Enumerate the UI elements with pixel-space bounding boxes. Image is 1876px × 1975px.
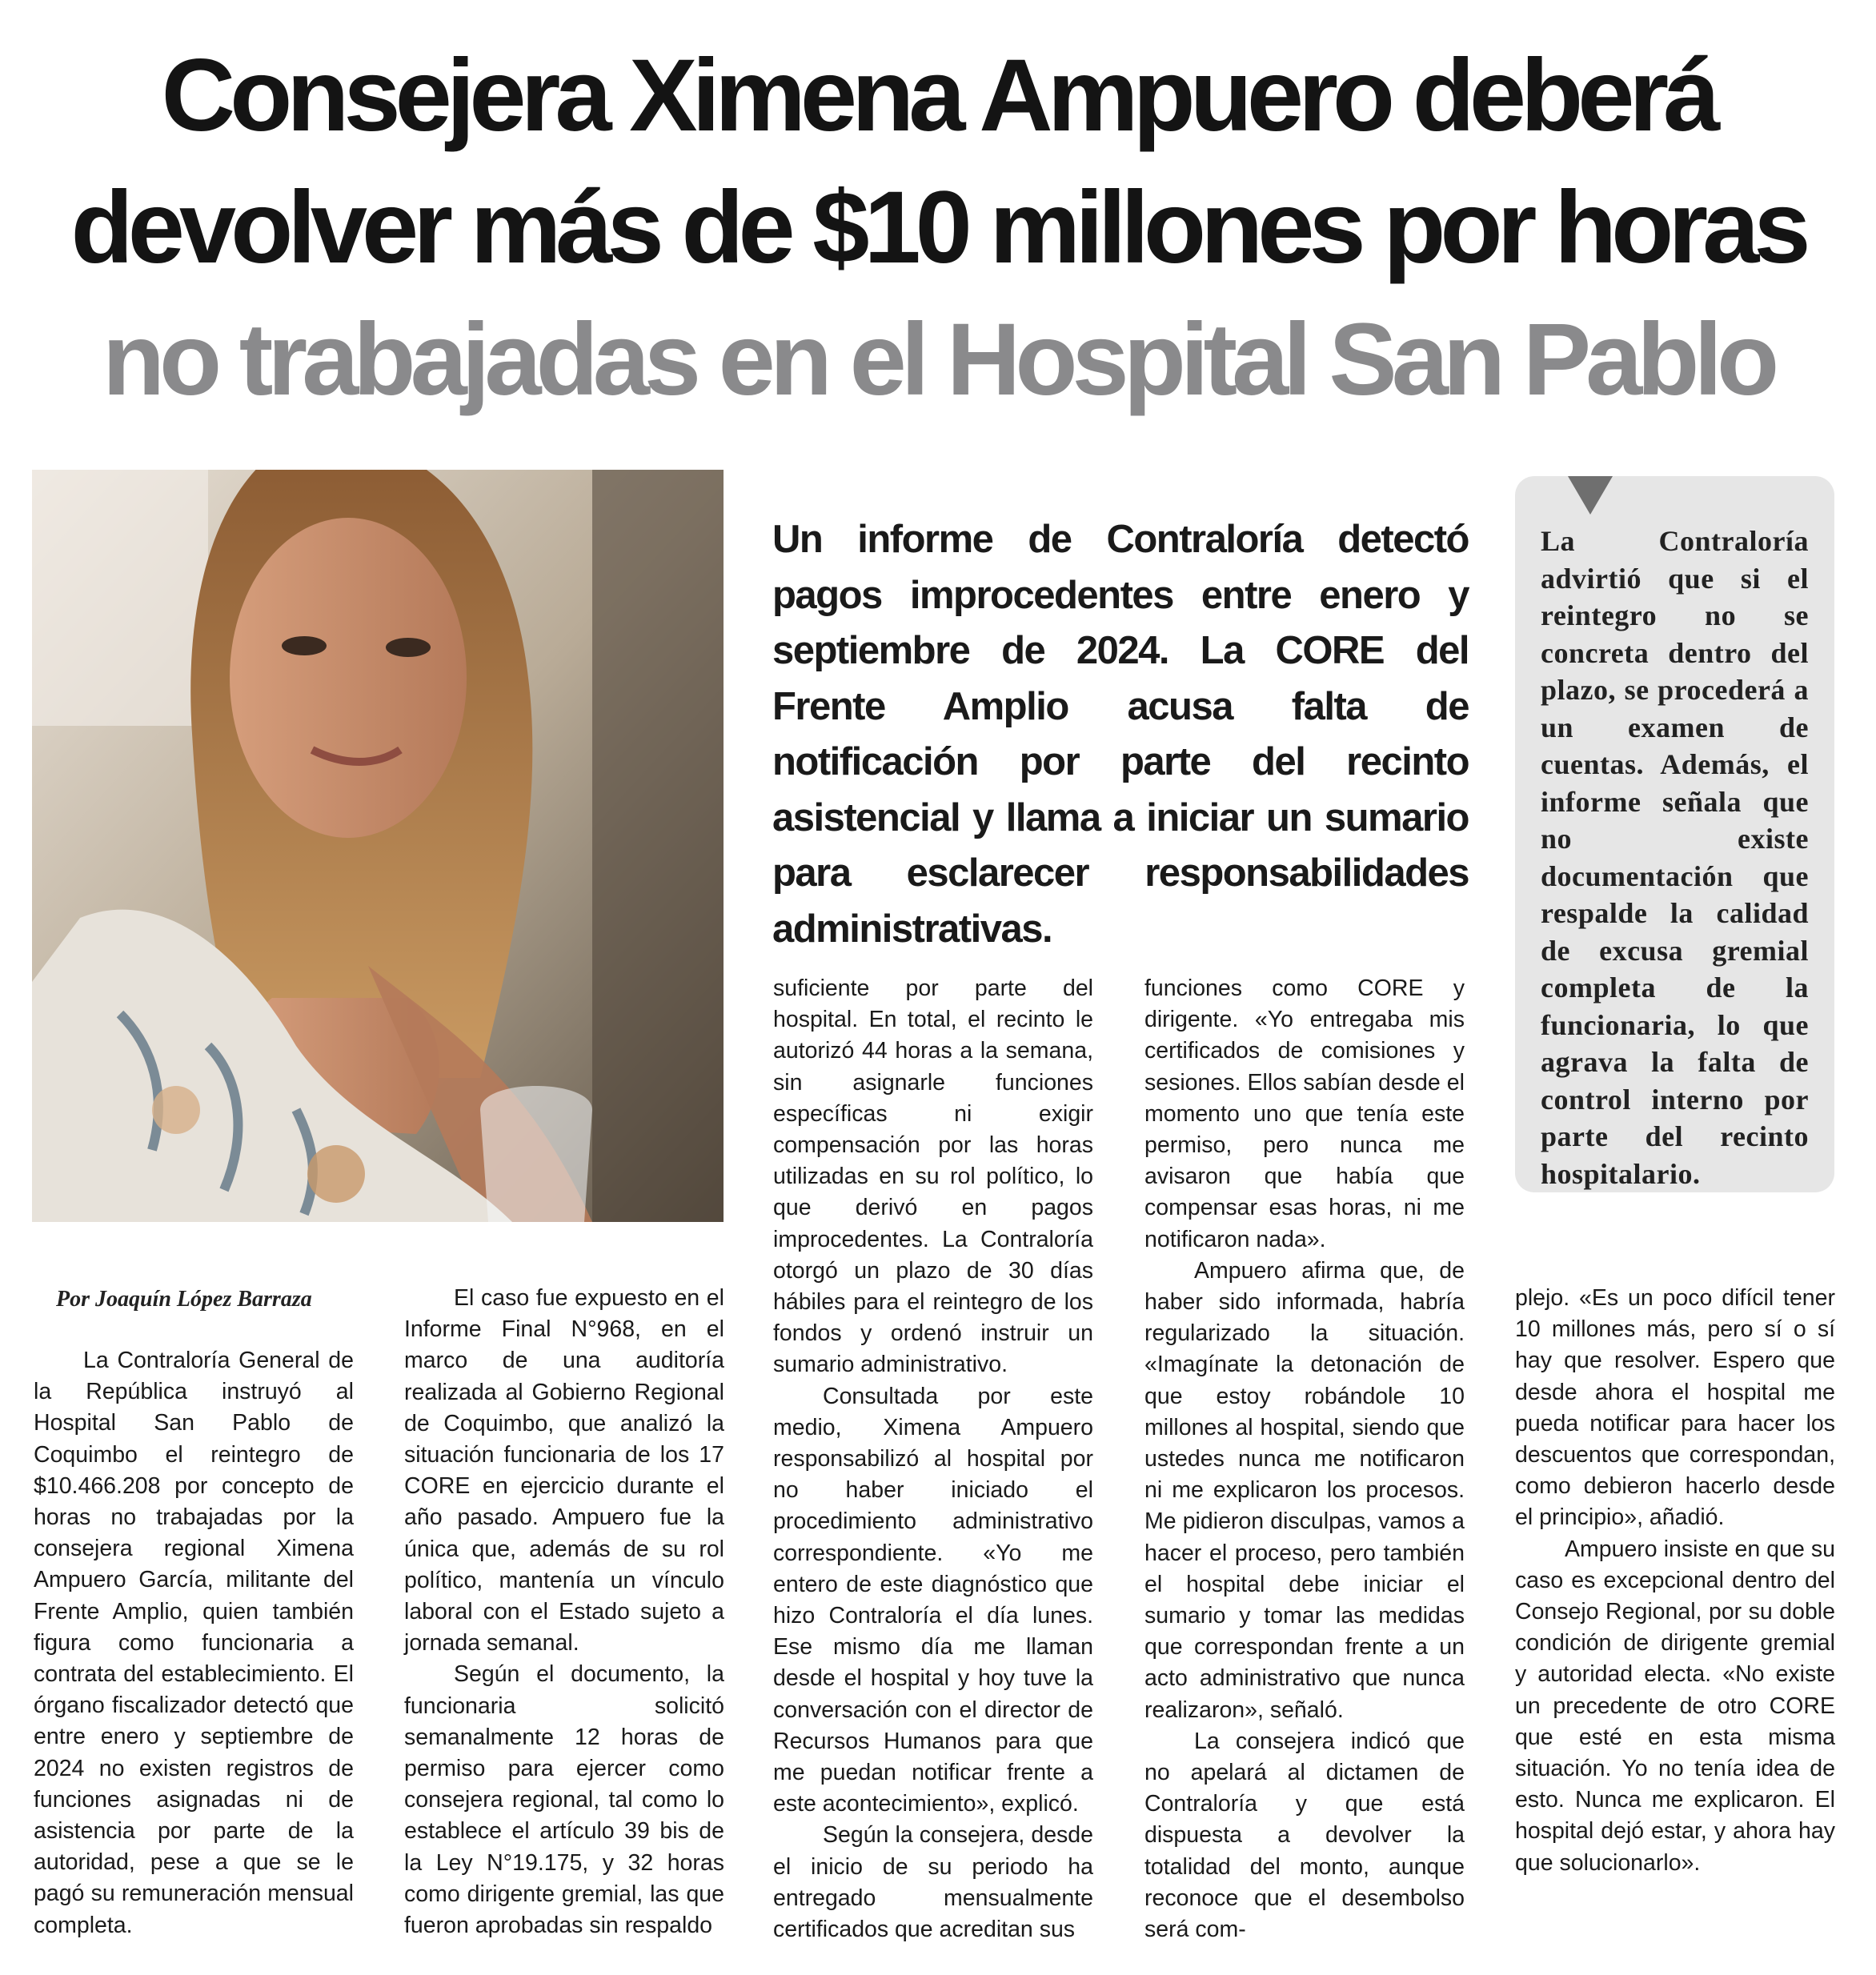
headline-line-3: no trabajadas en el Hospital San Pablo bbox=[102, 302, 1774, 417]
body-paragraph: Ampuero afirma que, de haber sido informada, habría regularizado la situación. «Imagínate la detonación de que estoy robándole 10 millones al hospital, siendo que ustedes nunca me notificaron ni me explicaron los procesos. Me pidieron disculpas, vamos a hacer el proceso, pero también el hospital debe iniciar el sumario y tomar las medidas que correspondan frente a un acto administrativo que nunca realizaron», señaló. bbox=[1144, 1257, 1465, 1723]
sidebar-text: La Contraloría advirtió que si el reintegro no se concreta dentro del plazo, se procederá a un examen de cuentas. Además, el informe señala que no existe documentación que respalde la calidad de excusa gremial completa de la funcionaria, lo que agrava la falta de control interno por parte del recinto hospitalario. bbox=[1541, 525, 1809, 1190]
body-paragraph: La Contraloría General de la República instruyó al Hospital San Pablo de Coquimbo el reintegro de $10.466.208 por concepto de horas no trabajadas por la consejera regional Ximena Ampuero García, militante del Frente Amplio, quien también figura como funcionaria a contrata del establecimiento. El órgano fiscalizador detectó que entre enero y septiembre de 2024 no existen registros de funciones asignadas ni de asistencia por parte de la autoridad, pese a que se le pagó su remuneración mensual completa. bbox=[34, 1348, 354, 1938]
headline-line-2: devolver más de $10 millones por horas bbox=[70, 170, 1806, 285]
sidebar-callout bbox=[1515, 476, 1834, 1192]
body-paragraph: Ampuero insiste en que su caso es excepcional dentro del Consejo Regional, por su doble condición de dirigente gremial y autoridad electa. «No existe un precedente de otro CORE que esté en esta misma situación. Yo no tenía idea de esto. Nunca me explicaron. El hospital dejó estar, y ahora hay que solucionarlo». bbox=[1515, 1536, 1835, 1876]
body-column-2 bbox=[404, 1283, 724, 1941]
body-column-1 bbox=[34, 1345, 354, 1941]
body-column-3 bbox=[773, 973, 1093, 1945]
body-paragraph: La consejera indicó que no apelará al dictamen de Contraloría y que está dispuesta a devolver la totalidad del monto, aunque reconoce que el desembolso será com- bbox=[1144, 1728, 1465, 1943]
body-paragraph: Según el documento, la funcionaria solicitó semanalmente 12 horas de permiso para ejercer como consejera regional, tal como lo establece el artículo 39 bis de la Ley N°19.175, y 32 horas como dirigente gremial, las que fueron aprobadas sin respaldo bbox=[404, 1661, 724, 1939]
article-photo bbox=[32, 470, 724, 1222]
body-paragraph: Consultada por este medio, Ximena Ampuero responsabilizó al hospital por no haber iniciado el procedimiento administrativo correspondiente. «Yo me entero de este diagnóstico que hizo Contraloría el día lunes. Ese mismo día me llaman desde el hospital y hoy tuve la conversación con el director de Recursos Humanos para que me puedan notificar frente a este acontecimiento», explicó. bbox=[773, 1383, 1093, 1817]
triangle-icon bbox=[1568, 476, 1613, 515]
body-paragraph: funciones como CORE y dirigente. «Yo entregaba mis certificados de comisiones y sesiones. Ellos sabían desde el momento uno que tenía este permiso, pero nunca me avisaron que había que compensar esas horas, ni me notificaron nada». bbox=[1144, 975, 1465, 1252]
body-paragraph: El caso fue expuesto en el Informe Final N°968, en el marco de una auditoría realizada al Gobierno Regional de Coquimbo, que analizó la situación funcionaria de los 17 CORE en ejercicio durante el año pasado. Ampuero fue la única que, además de su rol político, mantenía un vínculo laboral con el Estado sujeto a jornada semanal. bbox=[404, 1285, 724, 1657]
body-column-4 bbox=[1144, 973, 1465, 1945]
body-paragraph: plejo. «Es un poco difícil tener 10 millones más, pero sí o sí hay que resolver. Espero que desde ahora el hospital me pueda notificar para hacer los descuentos que correspondan, como debieron hacerlo desde el principio», añadió. bbox=[1515, 1285, 1835, 1531]
body-paragraph: Según la consejera, desde el inicio de su periodo ha entregado mensualmente certificados que acreditan sus bbox=[773, 1822, 1093, 1943]
lead-paragraph: Un informe de Contraloría detectó pagos improcedentes entre enero y septiembre de 2024. La CORE del Frente Amplio acusa falta de notificación por parte del recinto asistencial y llama a iniciar un sumario para esclarecer responsabilidades administrativas. bbox=[772, 518, 1469, 951]
headline-line-1: Consejera Ximena Ampuero deberá bbox=[161, 38, 1715, 153]
body-column-5 bbox=[1515, 1283, 1835, 1879]
body-paragraph: suficiente por parte del hospital. En total, el recinto le autorizó 44 horas a la semana, sin asignarle funciones específicas ni exigir compensación por las horas utilizadas en su rol político, lo que derivó en pagos improcedentes. La Contraloría otorgó un plazo de 30 días hábiles para el reintegro de los fondos y ordenó instruir un sumario administrativo. bbox=[773, 975, 1093, 1378]
byline: Por Joaquín López Barraza bbox=[56, 1287, 312, 1312]
